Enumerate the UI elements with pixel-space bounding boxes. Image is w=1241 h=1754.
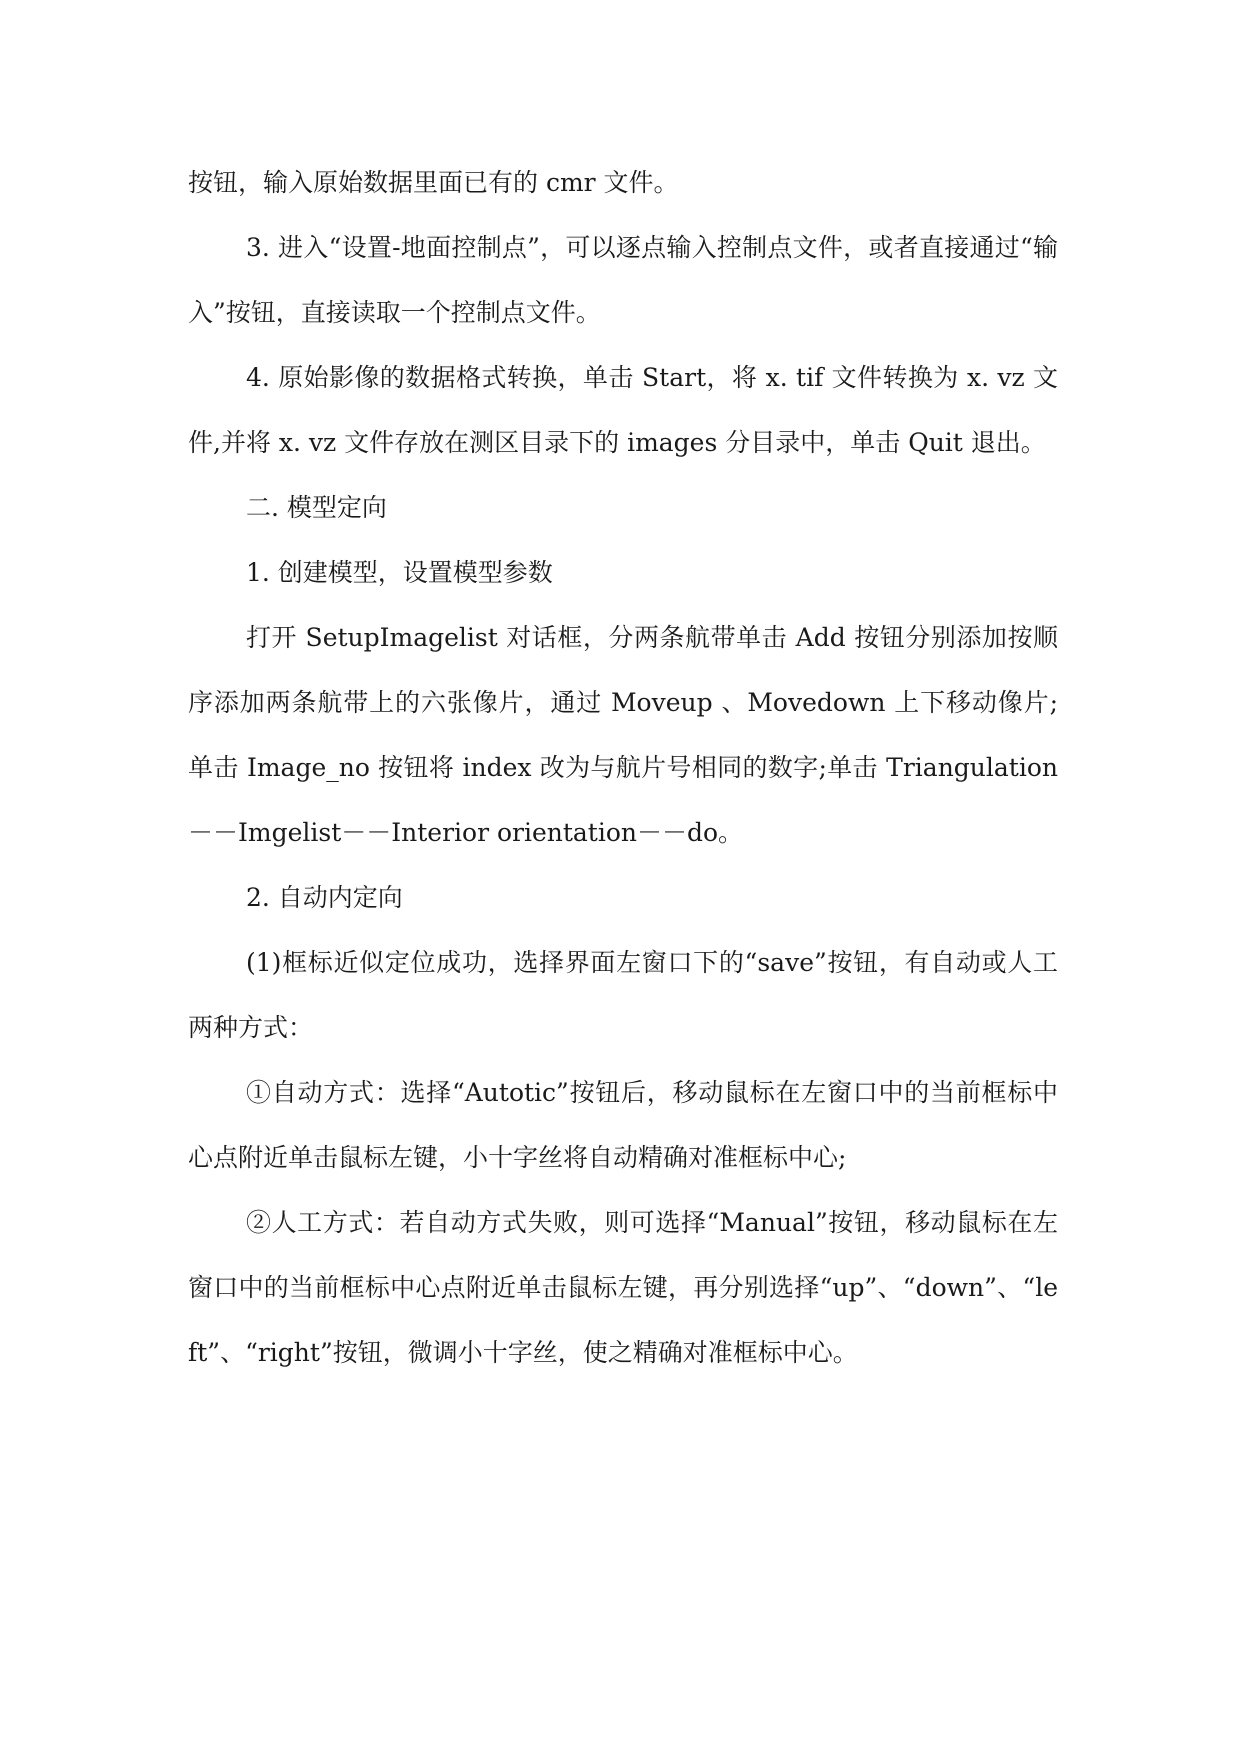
paragraph-manual-mode: ②人工方式：若自动方式失败，则可选择“Manual”按钮，移动鼠标在左窗口中的当前框标中心点附近单击鼠标左键，再分别选择“up”、“down”、“left”、“right”按钮，微调小十字丝，使之精确对准框标中心。	[188, 1208, 1058, 1367]
document-body	[188, 150, 1058, 1385]
paragraph-step-3: 3. 进入“设置-地面控制点”，可以逐点输入控制点文件，或者直接通过“输入”按钮，直接读取一个控制点文件。	[188, 233, 1058, 327]
paragraph-setup-imagelist: 打开 SetupImagelist 对话框，分两条航带单击 Add 按钮分别添加按顺序添加两条航带上的六张像片，通过 Moveup 、Movedown 上下移动像片;单击 Image_no 按钮将 index 改为与航片号相同的数字;单击 Triangulation－－Imgelist－－Interior orientation－－do。	[188, 623, 1058, 847]
subheading-auto-interior-orientation: 2. 自动内定向	[246, 883, 403, 912]
paragraph-step-4: 4. 原始影像的数据格式转换，单击 Start，将 x. tif 文件转换为 x. vz 文件,并将 x. vz 文件存放在测区目录下的 images 分目录中，单击 Quit 退出。	[188, 363, 1058, 457]
paragraph-continuation: 按钮，输入原始数据里面已有的 cmr 文件。	[188, 168, 679, 197]
paragraph-auto-mode: ①自动方式：选择“Autotic”按钮后，移动鼠标在左窗口中的当前框标中心点附近单击鼠标左键，小十字丝将自动精确对准框标中心;	[188, 1078, 1058, 1172]
paragraph-fiducial-positioning: (1)框标近似定位成功，选择界面左窗口下的“save”按钮，有自动或人工两种方式：	[188, 948, 1058, 1042]
section-heading-model-orientation: 二. 模型定向	[246, 493, 387, 522]
subheading-create-model: 1. 创建模型，设置模型参数	[246, 558, 553, 587]
